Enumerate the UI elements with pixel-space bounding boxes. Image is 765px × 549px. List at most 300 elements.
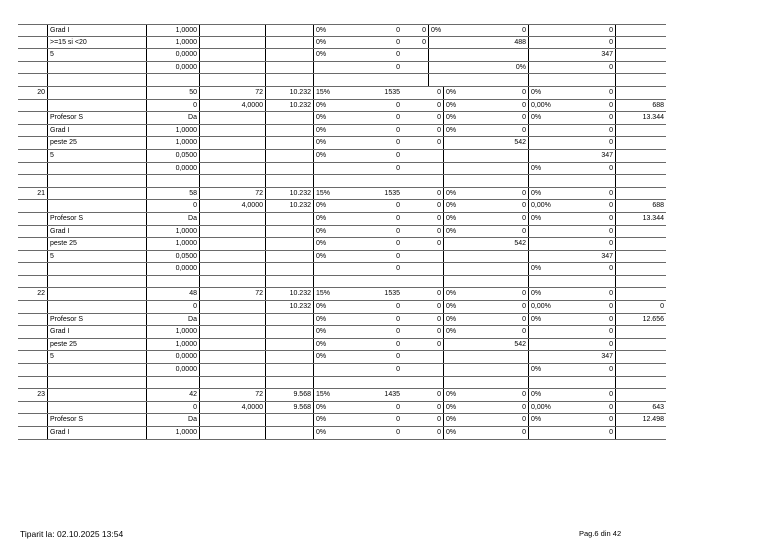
table-cell bbox=[616, 276, 666, 288]
table-cell: 0 bbox=[522, 202, 526, 210]
table-cell bbox=[443, 251, 487, 263]
table-cell: 347 bbox=[528, 49, 616, 61]
table-cell bbox=[18, 25, 47, 36]
table-cell: 0 bbox=[437, 214, 441, 222]
table-cell bbox=[616, 37, 666, 49]
table-cell: 0 bbox=[396, 265, 400, 273]
table-cell: Grad I bbox=[47, 25, 146, 36]
table-cell bbox=[47, 62, 146, 74]
table-cell bbox=[200, 37, 266, 49]
table-cell: 0 bbox=[396, 126, 400, 134]
table-cell: 0% bbox=[313, 25, 365, 36]
table-cell bbox=[200, 251, 266, 263]
table-cell: 0 bbox=[522, 290, 526, 298]
table-cell: 0 bbox=[437, 114, 441, 122]
table-cell: 0% bbox=[443, 301, 487, 313]
table-row bbox=[18, 427, 666, 440]
table-row bbox=[18, 37, 666, 50]
table-cell: 0,0500 bbox=[146, 251, 200, 263]
table-cell: 1535 bbox=[384, 88, 400, 96]
table-cell: 5 bbox=[47, 49, 146, 61]
table-cell bbox=[47, 364, 146, 376]
table-cell: 10.232 bbox=[289, 303, 311, 311]
table-cell: 1535 bbox=[384, 189, 400, 197]
table-cell: >=15 si <20 bbox=[47, 37, 146, 49]
table-cell bbox=[266, 49, 313, 61]
table-cell: 0 bbox=[571, 238, 616, 250]
table-cell: 0 bbox=[437, 303, 441, 311]
table-cell: 0,0000 bbox=[146, 49, 200, 61]
table-cell bbox=[616, 364, 666, 376]
table-cell: 0 bbox=[571, 288, 616, 300]
table-cell bbox=[616, 339, 666, 351]
table-cell bbox=[18, 402, 47, 414]
table-cell: 0 bbox=[571, 414, 616, 426]
table-cell bbox=[443, 150, 487, 162]
table-cell bbox=[18, 414, 47, 426]
table-cell bbox=[313, 276, 365, 288]
table-cell: 50 bbox=[146, 87, 200, 99]
table-cell bbox=[18, 150, 47, 162]
table-cell bbox=[571, 377, 616, 389]
table-cell: 0 bbox=[522, 429, 526, 436]
table-cell bbox=[18, 112, 47, 124]
table-cell: 0 bbox=[396, 27, 400, 34]
table-cell bbox=[528, 137, 571, 149]
table-cell bbox=[266, 137, 313, 149]
table-cell: 0 bbox=[522, 315, 526, 323]
table-cell bbox=[616, 163, 666, 175]
table-cell bbox=[487, 276, 528, 288]
table-row bbox=[18, 263, 666, 276]
table-cell: 0 bbox=[422, 27, 426, 34]
table-row bbox=[18, 288, 666, 301]
table-row bbox=[18, 175, 666, 188]
table-row bbox=[18, 74, 666, 87]
table-cell bbox=[18, 427, 47, 439]
table-cell: 347 bbox=[571, 251, 616, 263]
table-cell bbox=[47, 377, 146, 389]
table-cell: 0% bbox=[313, 125, 365, 137]
table-cell bbox=[428, 74, 487, 86]
table-cell: 0 bbox=[528, 62, 616, 74]
table-cell: 0 bbox=[396, 353, 400, 361]
table-cell: 15% bbox=[313, 288, 365, 300]
table-cell bbox=[616, 326, 666, 338]
table-row bbox=[18, 150, 666, 163]
table-cell bbox=[616, 49, 666, 61]
table-cell: 0% bbox=[443, 326, 487, 338]
table-row bbox=[18, 238, 666, 251]
table-cell bbox=[616, 389, 666, 401]
table-cell: peste 25 bbox=[47, 238, 146, 250]
table-cell bbox=[146, 175, 200, 187]
table-cell bbox=[266, 62, 313, 74]
table-cell: 1,0000 bbox=[146, 339, 200, 351]
table-cell: Grad I bbox=[47, 125, 146, 137]
table-cell bbox=[443, 238, 487, 250]
table-cell: 0 bbox=[522, 88, 526, 96]
table-cell: 643 bbox=[652, 403, 664, 411]
table-cell: Profesor S bbox=[47, 112, 146, 124]
table-cell bbox=[528, 251, 571, 263]
table-cell: 542 bbox=[514, 340, 526, 348]
table-cell bbox=[616, 175, 666, 187]
table-cell: 0% bbox=[313, 339, 365, 351]
table-cell bbox=[266, 25, 313, 36]
table-cell bbox=[200, 137, 266, 149]
table-cell bbox=[47, 402, 146, 414]
table-row bbox=[18, 339, 666, 352]
table-cell bbox=[18, 276, 47, 288]
table-cell: 20 bbox=[37, 88, 45, 96]
table-cell bbox=[266, 427, 313, 439]
table-cell: 9.568 bbox=[293, 403, 311, 411]
table-cell: 0% bbox=[443, 87, 487, 99]
table-cell bbox=[487, 377, 528, 389]
table-row bbox=[18, 226, 666, 239]
table-cell: 0,0000 bbox=[146, 163, 200, 175]
table-cell bbox=[402, 251, 443, 263]
table-cell: 58 bbox=[146, 188, 200, 200]
table-cell bbox=[616, 150, 666, 162]
table-cell bbox=[200, 276, 266, 288]
table-cell bbox=[200, 314, 266, 326]
table-cell: 1435 bbox=[384, 391, 400, 399]
table-cell bbox=[266, 351, 313, 363]
table-cell: 0 bbox=[660, 303, 664, 311]
table-cell bbox=[313, 263, 365, 275]
table-cell: 0% bbox=[528, 188, 571, 200]
table-row bbox=[18, 314, 666, 327]
table-cell: 10.232 bbox=[289, 290, 311, 298]
table-cell: 0% bbox=[313, 100, 365, 112]
table-cell bbox=[487, 175, 528, 187]
table-cell bbox=[528, 276, 571, 288]
table-cell: 0 bbox=[437, 290, 441, 298]
table-cell: 0% bbox=[313, 150, 365, 162]
table-cell: 0% bbox=[443, 112, 487, 124]
table-cell bbox=[616, 351, 666, 363]
table-cell bbox=[200, 112, 266, 124]
table-cell: 0 bbox=[571, 125, 616, 137]
table-cell bbox=[18, 137, 47, 149]
table-cell: 0 bbox=[571, 200, 616, 212]
table-cell: 0,00% bbox=[528, 301, 571, 313]
table-cell: 0 bbox=[396, 403, 400, 411]
table-cell bbox=[487, 351, 528, 363]
table-cell: 0 bbox=[571, 137, 616, 149]
table-row bbox=[18, 163, 666, 176]
table-cell: 0 bbox=[571, 188, 616, 200]
table-row bbox=[18, 377, 666, 390]
table-cell bbox=[266, 339, 313, 351]
table-cell bbox=[365, 74, 402, 86]
table-cell: 0 bbox=[396, 101, 400, 109]
table-cell: 0% bbox=[313, 326, 365, 338]
table-cell: 0 bbox=[396, 214, 400, 222]
table-cell: 0 bbox=[396, 114, 400, 122]
table-cell bbox=[402, 62, 428, 74]
table-cell: 5 bbox=[47, 351, 146, 363]
table-cell: 0 bbox=[571, 112, 616, 124]
table-cell bbox=[200, 351, 266, 363]
table-cell bbox=[487, 251, 528, 263]
table-cell bbox=[313, 377, 365, 389]
table-cell bbox=[616, 125, 666, 137]
table-cell: 1,0000 bbox=[146, 137, 200, 149]
table-cell: 0 bbox=[522, 101, 526, 109]
table-cell: 5 bbox=[47, 150, 146, 162]
table-cell: 0,0000 bbox=[146, 62, 200, 74]
table-cell: 0% bbox=[443, 226, 487, 238]
table-cell: 0 bbox=[571, 100, 616, 112]
table-row bbox=[18, 402, 666, 415]
table-cell: 5 bbox=[47, 251, 146, 263]
table-cell bbox=[266, 112, 313, 124]
table-cell: 0% bbox=[528, 364, 571, 376]
table-cell bbox=[487, 163, 528, 175]
table-cell bbox=[200, 377, 266, 389]
table-cell: 0 bbox=[396, 38, 400, 46]
table-cell bbox=[528, 150, 571, 162]
table-cell: 0% bbox=[313, 200, 365, 212]
table-cell: 0 bbox=[437, 315, 441, 323]
table-cell bbox=[365, 377, 402, 389]
table-cell: 0 bbox=[571, 427, 616, 439]
table-cell: 10.232 bbox=[289, 101, 311, 109]
table-cell: 0 bbox=[396, 252, 400, 260]
table-cell: 0 bbox=[437, 429, 441, 436]
table-cell: 15% bbox=[313, 389, 365, 401]
table-cell: 0,0000 bbox=[146, 263, 200, 275]
table-cell: 0% bbox=[313, 49, 365, 61]
table-cell bbox=[443, 276, 487, 288]
table-cell: 0 bbox=[396, 303, 400, 311]
table-cell bbox=[402, 364, 443, 376]
table-cell: 347 bbox=[571, 351, 616, 363]
table-cell bbox=[47, 263, 146, 275]
table-cell bbox=[487, 364, 528, 376]
table-cell bbox=[47, 100, 146, 112]
table-cell bbox=[443, 339, 487, 351]
table-cell: 0% bbox=[313, 301, 365, 313]
table-cell: 0 bbox=[437, 391, 441, 399]
table-row bbox=[18, 100, 666, 113]
table-cell: 0 bbox=[571, 213, 616, 225]
table-cell: Profesor S bbox=[47, 414, 146, 426]
table-cell: 0% bbox=[313, 226, 365, 238]
table-cell: 0 bbox=[571, 364, 616, 376]
table-cell: 72 bbox=[200, 389, 266, 401]
table-cell: 0 bbox=[146, 100, 200, 112]
table-cell: 4,0000 bbox=[200, 200, 266, 212]
table-cell: 0 bbox=[571, 301, 616, 313]
table-cell bbox=[47, 288, 146, 300]
table-cell bbox=[443, 377, 487, 389]
table-cell bbox=[146, 276, 200, 288]
table-cell: 9.568 bbox=[293, 391, 311, 399]
table-cell bbox=[146, 74, 200, 86]
table-cell bbox=[443, 364, 487, 376]
table-cell: 0 bbox=[571, 163, 616, 175]
table-cell: 0% bbox=[528, 213, 571, 225]
table-cell bbox=[428, 62, 487, 74]
table-cell bbox=[616, 74, 666, 86]
table-cell bbox=[47, 175, 146, 187]
table-cell: 0 bbox=[571, 326, 616, 338]
table-cell bbox=[200, 301, 266, 313]
table-cell: 1535 bbox=[384, 290, 400, 298]
table-cell bbox=[487, 150, 528, 162]
table-cell: 12.498 bbox=[642, 416, 664, 424]
table-cell: 10.232 bbox=[289, 88, 311, 96]
table-cell: 0 bbox=[522, 214, 526, 222]
table-cell: 4,0000 bbox=[200, 402, 266, 414]
table-cell bbox=[402, 175, 443, 187]
table-cell: Da bbox=[146, 414, 200, 426]
table-cell: 0% bbox=[313, 238, 365, 250]
table-cell bbox=[146, 377, 200, 389]
table-cell bbox=[266, 326, 313, 338]
table-cell bbox=[616, 226, 666, 238]
table-cell: 0 bbox=[146, 200, 200, 212]
table-cell: 15% bbox=[313, 87, 365, 99]
table-cell bbox=[47, 276, 146, 288]
table-cell bbox=[616, 288, 666, 300]
table-cell bbox=[313, 62, 365, 74]
table-cell bbox=[402, 276, 443, 288]
table-cell: Da bbox=[146, 112, 200, 124]
table-cell: peste 25 bbox=[47, 137, 146, 149]
table-cell: 0 bbox=[522, 391, 526, 399]
table-cell: 0 bbox=[396, 202, 400, 210]
table-cell: 72 bbox=[200, 288, 266, 300]
table-cell bbox=[528, 351, 571, 363]
table-cell: Da bbox=[146, 314, 200, 326]
table-cell: 13.344 bbox=[642, 214, 664, 222]
table-cell: 0% bbox=[515, 63, 526, 71]
table-cell bbox=[266, 150, 313, 162]
table-row bbox=[18, 414, 666, 427]
table-cell: 0% bbox=[313, 112, 365, 124]
table-cell: 0 bbox=[571, 389, 616, 401]
table-cell: 0 bbox=[522, 227, 526, 235]
table-cell bbox=[365, 175, 402, 187]
table-cell: 10.232 bbox=[289, 202, 311, 210]
table-cell bbox=[200, 74, 266, 86]
table-cell: 0 bbox=[437, 126, 441, 134]
table-cell bbox=[200, 427, 266, 439]
table-cell bbox=[18, 263, 47, 275]
table-cell: 0% bbox=[313, 213, 365, 225]
table-cell bbox=[18, 251, 47, 263]
table-cell: 1,0000 bbox=[146, 427, 200, 439]
table-cell bbox=[200, 62, 266, 74]
table-cell: 0 bbox=[522, 416, 526, 424]
table-row bbox=[18, 125, 666, 138]
table-cell: 0% bbox=[313, 314, 365, 326]
table-cell bbox=[616, 25, 666, 36]
table-row bbox=[18, 87, 666, 100]
table-cell bbox=[616, 251, 666, 263]
table-cell bbox=[47, 74, 146, 86]
table-cell: 0 bbox=[571, 87, 616, 99]
table-cell: 0 bbox=[396, 416, 400, 424]
table-cell: 0% bbox=[313, 137, 365, 149]
table-cell: 0% bbox=[528, 414, 571, 426]
table-cell bbox=[200, 339, 266, 351]
table-cell bbox=[18, 377, 47, 389]
table-cell bbox=[528, 175, 571, 187]
table-cell bbox=[200, 213, 266, 225]
table-cell bbox=[47, 188, 146, 200]
table-cell: Grad I bbox=[47, 226, 146, 238]
table-cell: 0 bbox=[528, 25, 616, 36]
table-row bbox=[18, 364, 666, 377]
table-cell: Grad I bbox=[47, 326, 146, 338]
table-cell: 0 bbox=[522, 189, 526, 197]
table-cell bbox=[47, 301, 146, 313]
table-cell: 1,0000 bbox=[146, 37, 200, 49]
table-cell: 0 bbox=[437, 101, 441, 109]
table-cell bbox=[266, 125, 313, 137]
table-cell: 1,0000 bbox=[146, 226, 200, 238]
table-cell bbox=[402, 74, 428, 86]
table-cell bbox=[18, 37, 47, 49]
table-cell bbox=[443, 351, 487, 363]
table-cell bbox=[266, 377, 313, 389]
table-cell: 4,0000 bbox=[200, 100, 266, 112]
table-cell: 0% bbox=[313, 414, 365, 426]
table-cell bbox=[18, 238, 47, 250]
table-cell: 0 bbox=[437, 403, 441, 411]
table-cell bbox=[428, 37, 487, 49]
table-cell bbox=[616, 263, 666, 275]
table-cell: 0% bbox=[443, 188, 487, 200]
table-cell bbox=[616, 188, 666, 200]
table-cell bbox=[266, 263, 313, 275]
table-cell: 0 bbox=[437, 240, 441, 248]
table-cell: 0% bbox=[443, 125, 487, 137]
table-cell: 0 bbox=[571, 402, 616, 414]
table-row bbox=[18, 276, 666, 289]
table-cell: 488 bbox=[514, 38, 526, 46]
table-cell: 0 bbox=[437, 189, 441, 197]
table-cell bbox=[18, 314, 47, 326]
table-cell bbox=[18, 62, 47, 74]
table-cell bbox=[18, 49, 47, 61]
table-cell bbox=[18, 163, 47, 175]
table-cell bbox=[266, 226, 313, 238]
table-cell bbox=[402, 163, 443, 175]
table-cell bbox=[47, 87, 146, 99]
table-cell bbox=[266, 238, 313, 250]
table-row bbox=[18, 112, 666, 125]
table-cell: 0% bbox=[443, 100, 487, 112]
table-cell bbox=[200, 25, 266, 36]
table-cell bbox=[200, 163, 266, 175]
table-cell: 12.656 bbox=[642, 315, 664, 323]
table-cell: 0% bbox=[443, 389, 487, 401]
table-cell: 0% bbox=[428, 25, 487, 36]
table-cell: 0 bbox=[422, 38, 426, 46]
table-row bbox=[18, 213, 666, 226]
table-cell: 48 bbox=[146, 288, 200, 300]
table-cell: peste 25 bbox=[47, 339, 146, 351]
table-cell bbox=[18, 226, 47, 238]
table-cell bbox=[18, 339, 47, 351]
